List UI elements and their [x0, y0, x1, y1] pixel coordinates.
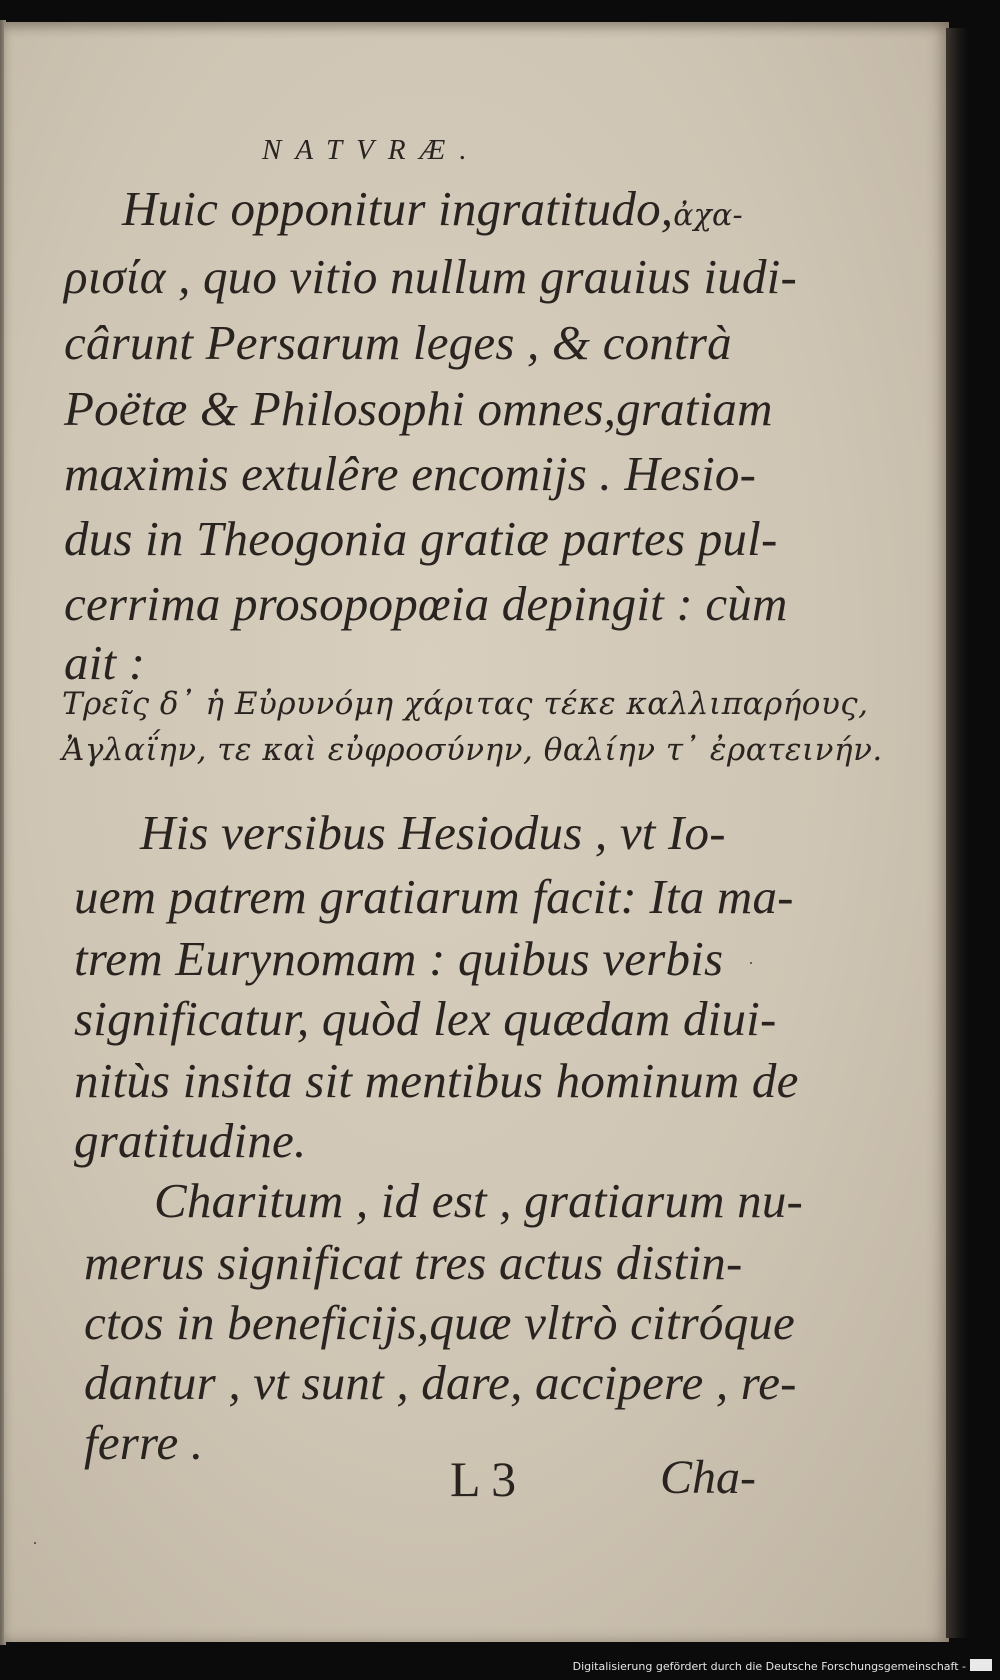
text-line-1-latin: Huic opponitur ingratitudo,	[122, 181, 674, 236]
signature-mark: L 3	[450, 1451, 517, 1507]
para2-line-5: nitùs insita sit mentibus hominum de	[74, 1053, 799, 1108]
para3-line-2: merus significat tres actus distin-	[84, 1235, 743, 1290]
dfg-logo	[970, 1659, 992, 1671]
para3-line-3: ctos in beneficijs,quæ vltrò citróque	[84, 1295, 795, 1350]
text-line-7: cerrima prosopopœia depingit : cùm	[64, 576, 788, 631]
running-head: NATVRÆ.	[262, 134, 481, 166]
para2-line-1: His versibus Hesiodus , vt Io-	[140, 805, 726, 860]
digitization-credit: Digitalisierung gefördert durch die Deutsche Forschungsgemeinschaft -	[572, 1660, 966, 1673]
book-page	[4, 22, 949, 1642]
greek-verse-1: Τρεῖς δ᾽ ἡ Εὐρυνόμη χάριτας τέκε καλλιπαρήους,	[62, 686, 869, 722]
paper-speck	[34, 1542, 36, 1544]
greek-verse-2: Ἀγλαΐην, τε καὶ εὐφροσύνην, θαλίην τ᾽ ἐρατεινήν.	[62, 732, 883, 768]
text-line-1	[122, 180, 743, 237]
para2-line-2: uem patrem gratiarum facit: Ita ma-	[74, 869, 794, 924]
text-line-3: cârunt Persarum leges , & contrà	[64, 315, 732, 370]
para3-line-4: dantur , vt sunt , dare, accipere , re-	[84, 1355, 797, 1410]
para2-line-4: significatur, quòd lex quædam diui-	[74, 991, 777, 1046]
text-line-2: ρισία , quo vitio nullum grauius iudi-	[64, 249, 797, 304]
catchword: Cha-	[660, 1451, 756, 1504]
para2-line-3: trem Eurynomam : quibus verbis	[74, 931, 724, 986]
page-right-shadow	[946, 28, 968, 1638]
text-line-4: Poëtæ & Philosophi omnes,gratiam	[64, 381, 773, 436]
text-line-8: ait :	[64, 635, 146, 690]
text-line-1-greek: ἀχα-	[673, 198, 743, 233]
text-line-5: maximis extulêre encomijs . Hesio-	[64, 446, 757, 501]
para2-line-6: gratitudine.	[74, 1113, 307, 1168]
page-text	[4, 22, 949, 1642]
para3-line-5: ferre .	[84, 1415, 204, 1470]
para3-line-1: Charitum , id est , gratiarum nu-	[154, 1173, 804, 1228]
text-line-6: dus in Theogonia gratiæ partes pul-	[64, 511, 778, 566]
paper-speck	[750, 962, 752, 964]
